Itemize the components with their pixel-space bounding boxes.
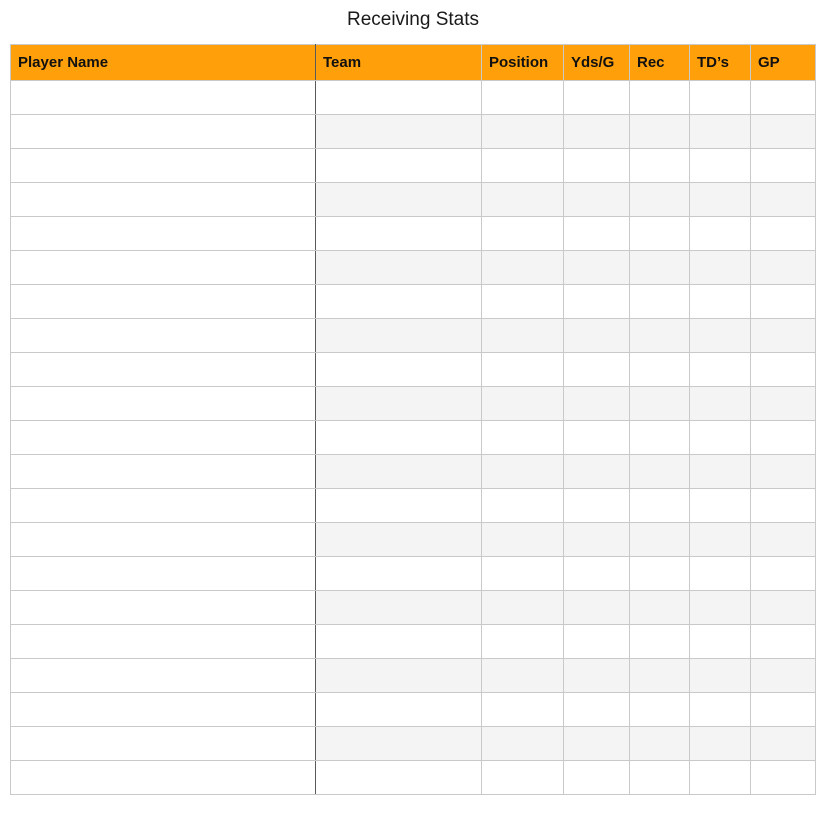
cell-yds-per-game[interactable] [564, 455, 630, 489]
cell-gp[interactable] [751, 217, 816, 251]
cell-player-name[interactable] [11, 693, 316, 727]
cell-rec[interactable] [630, 387, 690, 421]
cell-gp[interactable] [751, 557, 816, 591]
cell-team[interactable] [316, 319, 482, 353]
cell-gp[interactable] [751, 183, 816, 217]
cell-yds-per-game[interactable] [564, 489, 630, 523]
cell-tds[interactable] [690, 557, 751, 591]
cell-player-name[interactable] [11, 251, 316, 285]
cell-position[interactable] [482, 761, 564, 795]
cell-team[interactable] [316, 591, 482, 625]
cell-team[interactable] [316, 81, 482, 115]
cell-rec[interactable] [630, 217, 690, 251]
cell-team[interactable] [316, 761, 482, 795]
cell-team[interactable] [316, 149, 482, 183]
cell-team[interactable] [316, 455, 482, 489]
cell-rec[interactable] [630, 319, 690, 353]
page-title: Receiving Stats [346, 9, 479, 30]
cell-team[interactable] [316, 217, 482, 251]
table-row [11, 625, 816, 659]
table-row [11, 489, 816, 523]
cell-rec[interactable] [630, 693, 690, 727]
receiving-stats-table [10, 44, 816, 795]
cell-gp[interactable] [751, 421, 816, 455]
cell-player-name[interactable] [11, 659, 316, 693]
header-row [11, 45, 816, 81]
cell-yds-per-game[interactable] [564, 81, 630, 115]
cell-player-name[interactable] [11, 217, 316, 251]
cell-player-name[interactable] [11, 523, 316, 557]
cell-gp[interactable] [751, 591, 816, 625]
cell-rec[interactable] [630, 727, 690, 761]
table-row [11, 421, 816, 455]
cell-yds-per-game[interactable] [564, 183, 630, 217]
table-row [11, 727, 816, 761]
cell-tds[interactable] [690, 625, 751, 659]
cell-player-name[interactable] [11, 149, 316, 183]
cell-gp[interactable] [751, 319, 816, 353]
cell-rec[interactable] [630, 251, 690, 285]
table-body [11, 81, 816, 795]
cell-tds[interactable] [690, 251, 751, 285]
cell-player-name[interactable] [11, 421, 316, 455]
cell-gp[interactable] [751, 251, 816, 285]
cell-player-name[interactable] [11, 353, 316, 387]
cell-position[interactable] [482, 251, 564, 285]
table-row [11, 557, 816, 591]
cell-tds[interactable] [690, 591, 751, 625]
cell-yds-per-game[interactable] [564, 251, 630, 285]
cell-tds[interactable] [690, 727, 751, 761]
table-row [11, 149, 816, 183]
cell-team[interactable] [316, 727, 482, 761]
cell-yds-per-game[interactable] [564, 319, 630, 353]
column-header-team: Team [316, 45, 482, 81]
cell-rec[interactable] [630, 81, 690, 115]
cell-tds[interactable] [690, 81, 751, 115]
cell-position[interactable] [482, 693, 564, 727]
cell-gp[interactable] [751, 761, 816, 795]
cell-player-name[interactable] [11, 81, 316, 115]
cell-gp[interactable] [751, 625, 816, 659]
cell-team[interactable] [316, 489, 482, 523]
cell-position[interactable] [482, 81, 564, 115]
cell-rec[interactable] [630, 183, 690, 217]
cell-team[interactable] [316, 557, 482, 591]
cell-team[interactable] [316, 285, 482, 319]
cell-player-name[interactable] [11, 761, 316, 795]
cell-tds[interactable] [690, 693, 751, 727]
cell-position[interactable] [482, 217, 564, 251]
cell-tds[interactable] [690, 489, 751, 523]
cell-gp[interactable] [751, 115, 816, 149]
cell-yds-per-game[interactable] [564, 557, 630, 591]
cell-player-name[interactable] [11, 387, 316, 421]
cell-tds[interactable] [690, 319, 751, 353]
table-row [11, 251, 816, 285]
cell-yds-per-game[interactable] [564, 523, 630, 557]
column-header-rec: Rec [630, 45, 690, 81]
cell-gp[interactable] [751, 353, 816, 387]
cell-gp[interactable] [751, 523, 816, 557]
cell-position[interactable] [482, 387, 564, 421]
cell-yds-per-game[interactable] [564, 353, 630, 387]
cell-tds[interactable] [690, 761, 751, 795]
cell-team[interactable] [316, 251, 482, 285]
cell-rec[interactable] [630, 285, 690, 319]
cell-position[interactable] [482, 557, 564, 591]
cell-tds[interactable] [690, 149, 751, 183]
cell-gp[interactable] [751, 693, 816, 727]
cell-player-name[interactable] [11, 591, 316, 625]
cell-yds-per-game[interactable] [564, 761, 630, 795]
cell-gp[interactable] [751, 727, 816, 761]
cell-position[interactable] [482, 115, 564, 149]
cell-tds[interactable] [690, 455, 751, 489]
cell-rec[interactable] [630, 523, 690, 557]
column-header-yds-per-game: Yds/G [564, 45, 630, 81]
cell-gp[interactable] [751, 285, 816, 319]
cell-position[interactable] [482, 183, 564, 217]
cell-position[interactable] [482, 659, 564, 693]
cell-position[interactable] [482, 727, 564, 761]
table-row [11, 81, 816, 115]
cell-position[interactable] [482, 591, 564, 625]
cell-position[interactable] [482, 625, 564, 659]
cell-tds[interactable] [690, 285, 751, 319]
cell-position[interactable] [482, 455, 564, 489]
cell-rec[interactable] [630, 455, 690, 489]
column-header-position: Position [482, 45, 564, 81]
cell-rec[interactable] [630, 421, 690, 455]
cell-team[interactable] [316, 183, 482, 217]
cell-rec[interactable] [630, 557, 690, 591]
cell-rec[interactable] [630, 149, 690, 183]
cell-rec[interactable] [630, 659, 690, 693]
table-row [11, 659, 816, 693]
cell-position[interactable] [482, 489, 564, 523]
table-row [11, 387, 816, 421]
cell-gp[interactable] [751, 489, 816, 523]
table-row [11, 183, 816, 217]
cell-gp[interactable] [751, 81, 816, 115]
cell-yds-per-game[interactable] [564, 217, 630, 251]
cell-team[interactable] [316, 353, 482, 387]
cell-yds-per-game[interactable] [564, 625, 630, 659]
table-row [11, 285, 816, 319]
cell-rec[interactable] [630, 489, 690, 523]
table-row [11, 455, 816, 489]
cell-gp[interactable] [751, 387, 816, 421]
column-header-tds: TD’s [690, 45, 751, 81]
column-header-player-name: Player Name [11, 45, 316, 81]
cell-yds-per-game[interactable] [564, 387, 630, 421]
cell-tds[interactable] [690, 183, 751, 217]
cell-player-name[interactable] [11, 727, 316, 761]
cell-player-name[interactable] [11, 625, 316, 659]
cell-tds[interactable] [690, 217, 751, 251]
table-row [11, 761, 816, 795]
cell-rec[interactable] [630, 625, 690, 659]
cell-position[interactable] [482, 319, 564, 353]
cell-team[interactable] [316, 523, 482, 557]
cell-yds-per-game[interactable] [564, 727, 630, 761]
cell-player-name[interactable] [11, 319, 316, 353]
cell-player-name[interactable] [11, 285, 316, 319]
cell-position[interactable] [482, 285, 564, 319]
cell-yds-per-game[interactable] [564, 149, 630, 183]
cell-rec[interactable] [630, 115, 690, 149]
table-row [11, 523, 816, 557]
cell-tds[interactable] [690, 115, 751, 149]
cell-yds-per-game[interactable] [564, 693, 630, 727]
cell-team[interactable] [316, 387, 482, 421]
cell-tds[interactable] [690, 523, 751, 557]
cell-position[interactable] [482, 353, 564, 387]
cell-team[interactable] [316, 693, 482, 727]
cell-rec[interactable] [630, 591, 690, 625]
cell-position[interactable] [482, 149, 564, 183]
cell-team[interactable] [316, 625, 482, 659]
table-row [11, 591, 816, 625]
cell-yds-per-game[interactable] [564, 659, 630, 693]
cell-player-name[interactable] [11, 115, 316, 149]
cell-tds[interactable] [690, 659, 751, 693]
cell-team[interactable] [316, 421, 482, 455]
cell-yds-per-game[interactable] [564, 591, 630, 625]
cell-rec[interactable] [630, 761, 690, 795]
cell-yds-per-game[interactable] [564, 421, 630, 455]
cell-player-name[interactable] [11, 489, 316, 523]
cell-position[interactable] [482, 523, 564, 557]
cell-yds-per-game[interactable] [564, 115, 630, 149]
table-row [11, 115, 816, 149]
table-row [11, 353, 816, 387]
cell-gp[interactable] [751, 149, 816, 183]
cell-gp[interactable] [751, 659, 816, 693]
cell-position[interactable] [482, 421, 564, 455]
cell-team[interactable] [316, 115, 482, 149]
cell-player-name[interactable] [11, 183, 316, 217]
column-header-gp: GP [751, 45, 816, 81]
table-row [11, 693, 816, 727]
cell-yds-per-game[interactable] [564, 285, 630, 319]
table-row [11, 217, 816, 251]
cell-rec[interactable] [630, 353, 690, 387]
cell-tds[interactable] [690, 353, 751, 387]
cell-player-name[interactable] [11, 557, 316, 591]
cell-team[interactable] [316, 659, 482, 693]
cell-tds[interactable] [690, 387, 751, 421]
cell-player-name[interactable] [11, 455, 316, 489]
cell-gp[interactable] [751, 455, 816, 489]
cell-tds[interactable] [690, 421, 751, 455]
table-row [11, 319, 816, 353]
